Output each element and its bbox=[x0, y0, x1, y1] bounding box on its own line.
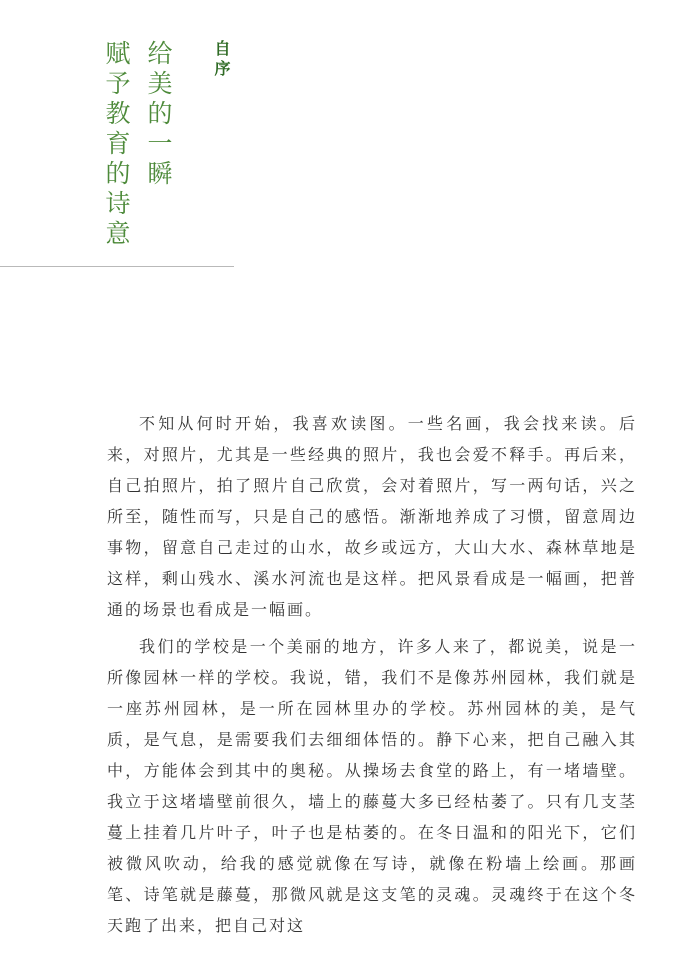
body-text bbox=[107, 408, 637, 947]
title-divider bbox=[0, 266, 234, 267]
title-line-primary: 给美的一瞬 bbox=[144, 40, 173, 190]
title-line-secondary: 赋予教育的诗意 bbox=[102, 40, 131, 250]
paragraph: 不知从何时开始，我喜欢读图。一些名画，我会找来读。后来，对照片，尤其是一些经典的照片，我也会爱不释手。再后来，自己拍照片，拍了照片自己欣赏，会对着照片，写一两句话，兴之所至，随性而写，只是自己的感悟。渐渐地养成了习惯，留意周边事物，留意自己走过的山水，故乡或远方，大山大水、森林草地是这样，剩山残水、溪水河流也是这样。把风景看成是一幅画，把普通的场景也看成是一幅画。 bbox=[107, 414, 637, 619]
section-label: 自序 bbox=[212, 40, 231, 80]
paragraph: 我们的学校是一个美丽的地方，许多人来了，都说美，说是一所像园林一样的学校。我说，错，我们不是像苏州园林，我们就是一座苏州园林，是一所在园林里办的学校。苏州园林的美，是气质，是气息，是需要我们去细细体悟的。静下心来，把自己融入其中，方能体会到其中的奥秘。从操场去食堂的路上，有一堵墙壁。我立于这堵墙壁前很久，墙上的藤蔓大多已经枯萎了。只有几支茎蔓上挂着几片叶子，叶子也是枯萎的。在冬日温和的阳光下，它们被微风吹动，给我的感觉就像在写诗，就像在粉墙上绘画。那画笔、诗笔就是藤蔓，那微风就是这支笔的灵魂。灵魂终于在这个冬天跑了出来，把自己对这 bbox=[107, 637, 637, 935]
